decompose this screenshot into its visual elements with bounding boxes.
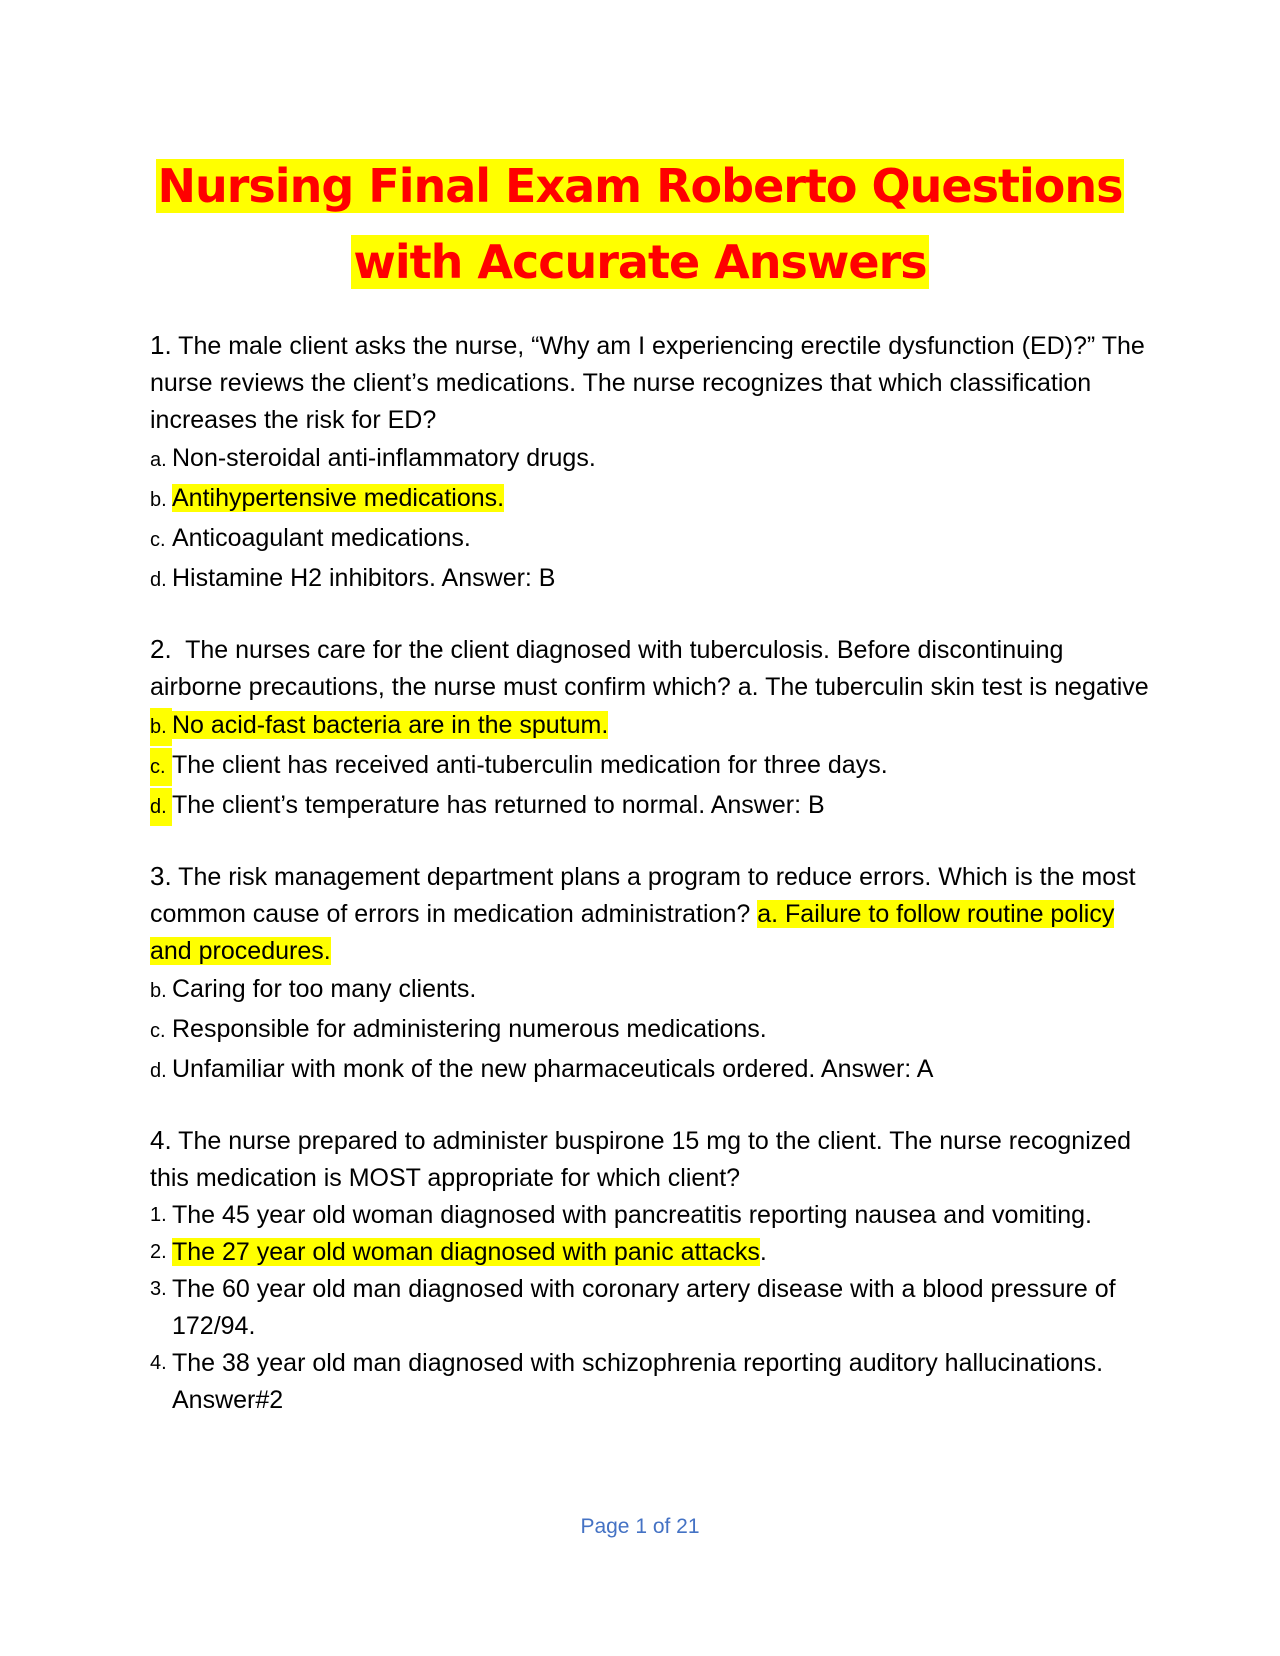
option-label: d.: [150, 569, 167, 591]
option-2d: [150, 786, 1150, 826]
option-text: The 45 year old woman diagnosed with pancreatitis reporting nausea and vomiting.: [172, 1201, 1092, 1229]
option-3d: [150, 1050, 1150, 1090]
question-number: 2.: [150, 634, 172, 664]
option-text: Non-steroidal anti-inflammatory drugs.: [172, 444, 596, 472]
option-text: Caring for too many clients.: [172, 975, 477, 1003]
option-label: d.: [150, 1060, 167, 1082]
option-label: b.: [150, 708, 172, 746]
option-label: c.: [150, 529, 166, 551]
option-4-1: [150, 1197, 1150, 1234]
option-suffix: .: [759, 1238, 767, 1266]
question-1: [150, 327, 1150, 439]
option-label: b.: [150, 980, 167, 1002]
option-label: 4.: [150, 1352, 167, 1374]
option-text: Anticoagulant medications.: [172, 524, 471, 552]
answer-highlighted: a. Failure to follow routine policy and procedures.: [150, 900, 1115, 965]
question-number: 4.: [150, 1125, 172, 1155]
question-list: [150, 327, 1150, 1419]
option-label: 1.: [150, 1204, 167, 1226]
option-1d: [150, 559, 1150, 599]
option-label: c.: [150, 748, 172, 786]
option-3c: [150, 1010, 1150, 1050]
option-text: The 38 year old man diagnosed with schizophrenia reporting auditory hallucinations. Answer#2: [172, 1349, 1104, 1414]
option-text-highlighted: Antihypertensive medications.: [172, 484, 505, 512]
title-line-1: Nursing Final Exam Roberto Questions: [157, 159, 1123, 213]
option-label: 3.: [150, 1278, 167, 1300]
option-label: a.: [150, 449, 167, 471]
option-text: The client’s temperature has returned to normal. Answer: B: [172, 791, 825, 819]
option-text: Responsible for administering numerous medications.: [172, 1015, 767, 1043]
option-text-highlighted: The 27 year old woman diagnosed with panic attacks: [172, 1238, 760, 1266]
question-4: [150, 1122, 1150, 1197]
document-title: [0, 148, 1280, 300]
question-number: 3.: [150, 861, 172, 891]
option-text: The 60 year old man diagnosed with coronary artery disease with a blood pressure of 172/94.: [172, 1275, 1116, 1340]
question-text: The male client asks the nurse, “Why am I experiencing erectile dysfunction (ED)?” The nurse reviews the client’s medications. The nurse recognizes that which classification increases the risk for ED?: [150, 332, 1145, 434]
option-text: The client has received anti-tuberculin medication for three days.: [172, 751, 888, 779]
option-2c: [150, 746, 1150, 786]
option-label: d.: [150, 788, 172, 826]
option-4-3: [150, 1271, 1150, 1345]
option-4-4: [150, 1345, 1150, 1419]
option-label: c.: [150, 1020, 166, 1042]
option-text: Histamine H2 inhibitors. Answer: B: [172, 564, 556, 592]
option-4-2: [150, 1234, 1150, 1271]
question-2: [150, 631, 1150, 706]
option-3b: [150, 970, 1150, 1010]
title-line-2: with Accurate Answers: [353, 235, 927, 289]
option-2b: [150, 706, 1150, 746]
question-text: The nurse prepared to administer buspirone 15 mg to the client. The nurse recognized this medication is MOST appropriate for which client?: [150, 1127, 1132, 1192]
question-text: The nurses care for the client diagnosed with tuberculosis. Before discontinuing airborne precautions, the nurse must confirm which? a. The tuberculin skin test is negative: [150, 636, 1149, 701]
option-1b: [150, 479, 1150, 519]
option-label: b.: [150, 489, 167, 511]
option-1a: [150, 439, 1150, 479]
option-text-highlighted: No acid-fast bacteria are in the sputum.: [172, 711, 609, 739]
option-1c: [150, 519, 1150, 559]
option-text: Unfamiliar with monk of the new pharmaceuticals ordered. Answer: A: [172, 1055, 934, 1083]
option-label: 2.: [150, 1241, 167, 1263]
page-number: Page 1 of 21: [580, 1515, 700, 1538]
question-text: The risk management department plans a program to reduce errors. Which is the most common cause of errors in medication administration?: [150, 863, 1136, 928]
question-3: [150, 858, 1150, 970]
question-number: 1.: [150, 330, 172, 360]
